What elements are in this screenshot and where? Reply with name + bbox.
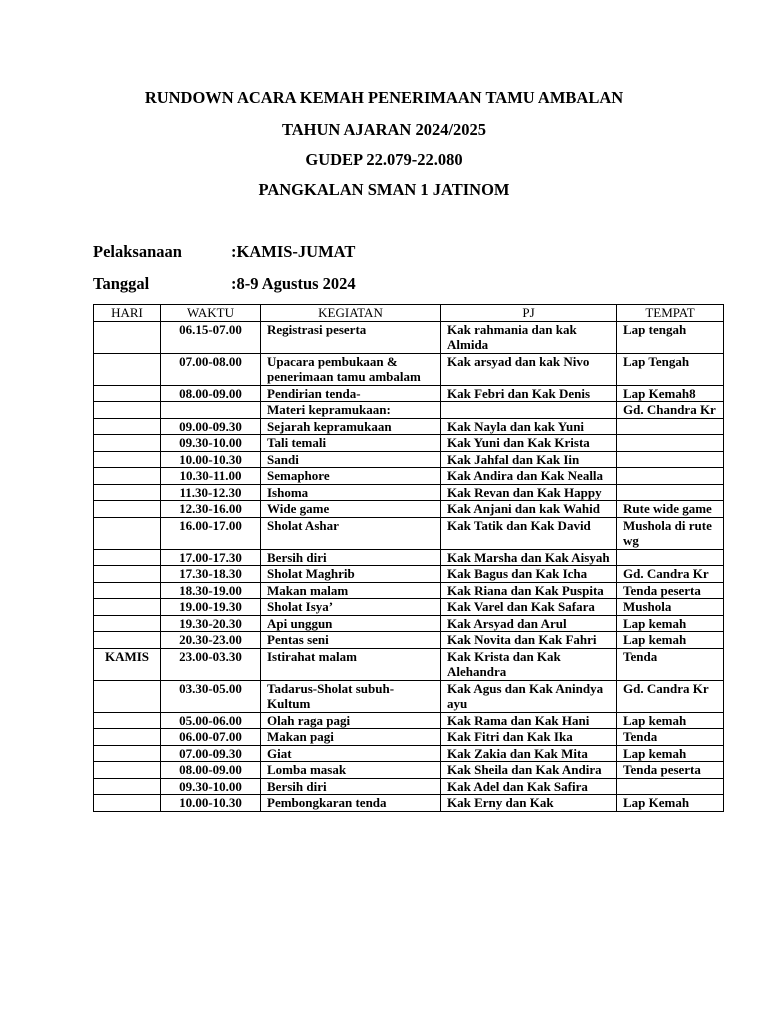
column-header-hari: HARI bbox=[94, 305, 161, 322]
cell-tempat: Lap Kemah bbox=[617, 795, 724, 812]
cell-kegiatan: Tali temali bbox=[261, 435, 441, 452]
cell-waktu: 03.30-05.00 bbox=[161, 680, 261, 712]
cell-waktu: 08.00-09.00 bbox=[161, 762, 261, 779]
cell-pj: Kak Revan dan Kak Happy bbox=[441, 484, 617, 501]
cell-pj: Kak Anjani dan kak Wahid bbox=[441, 501, 617, 518]
table-row bbox=[94, 451, 724, 468]
table-row bbox=[94, 582, 724, 599]
cell-pj: Kak Erny dan Kak bbox=[441, 795, 617, 812]
cell-pj: Kak Yuni dan Kak Krista bbox=[441, 435, 617, 452]
cell-pj: Kak arsyad dan kak Nivo bbox=[441, 353, 617, 385]
column-header-pj: PJ bbox=[441, 305, 617, 322]
cell-kegiatan: Ishoma bbox=[261, 484, 441, 501]
table-row bbox=[94, 321, 724, 353]
cell-hari bbox=[94, 762, 161, 779]
cell-hari bbox=[94, 745, 161, 762]
cell-tempat: Gd. Candra Kr bbox=[617, 680, 724, 712]
table-row bbox=[94, 402, 724, 419]
cell-kegiatan: Bersih diri bbox=[261, 549, 441, 566]
cell-waktu: 11.30-12.30 bbox=[161, 484, 261, 501]
cell-hari bbox=[94, 778, 161, 795]
table-row bbox=[94, 484, 724, 501]
cell-kegiatan: Lomba masak bbox=[261, 762, 441, 779]
cell-tempat: Mushola di rute wg bbox=[617, 517, 724, 549]
cell-waktu: 19.30-20.30 bbox=[161, 615, 261, 632]
table-row bbox=[94, 353, 724, 385]
cell-waktu: 16.00-17.00 bbox=[161, 517, 261, 549]
cell-pj: Kak Novita dan Kak Fahri bbox=[441, 632, 617, 649]
cell-hari bbox=[94, 402, 161, 419]
cell-waktu: 10.00-10.30 bbox=[161, 451, 261, 468]
cell-kegiatan: Registrasi peserta bbox=[261, 321, 441, 353]
cell-kegiatan: Wide game bbox=[261, 501, 441, 518]
cell-hari bbox=[94, 418, 161, 435]
cell-waktu: 23.00-03.30 bbox=[161, 648, 261, 680]
cell-pj: Kak Zakia dan Kak Mita bbox=[441, 745, 617, 762]
cell-hari bbox=[94, 632, 161, 649]
cell-hari bbox=[94, 615, 161, 632]
table-row bbox=[94, 549, 724, 566]
cell-hari bbox=[94, 321, 161, 353]
cell-pj: Kak Nayla dan kak Yuni bbox=[441, 418, 617, 435]
cell-tempat: Lap kemah bbox=[617, 632, 724, 649]
cell-pj: Kak Fitri dan Kak Ika bbox=[441, 729, 617, 746]
cell-kegiatan: Sholat Ashar bbox=[261, 517, 441, 549]
rundown-table bbox=[93, 304, 724, 812]
column-header-tempat: TEMPAT bbox=[617, 305, 724, 322]
title-line-1: RUNDOWN ACARA KEMAH PENERIMAAN TAMU AMBALAN bbox=[144, 88, 624, 107]
cell-hari bbox=[94, 484, 161, 501]
cell-pj: Kak Adel dan Kak Safira bbox=[441, 778, 617, 795]
cell-waktu: 06.15-07.00 bbox=[161, 321, 261, 353]
cell-tempat bbox=[617, 468, 724, 485]
cell-waktu: 20.30-23.00 bbox=[161, 632, 261, 649]
cell-pj: Kak Sheila dan Kak Andira bbox=[441, 762, 617, 779]
cell-hari bbox=[94, 599, 161, 616]
cell-kegiatan: Sejarah kepramukaan bbox=[261, 418, 441, 435]
cell-hari: KAMIS bbox=[94, 648, 161, 680]
cell-waktu: 18.30-19.00 bbox=[161, 582, 261, 599]
cell-tempat: Gd. Candra Kr bbox=[617, 566, 724, 583]
table-row bbox=[94, 648, 724, 680]
cell-pj: Kak Jahfal dan Kak Iin bbox=[441, 451, 617, 468]
table-row bbox=[94, 745, 724, 762]
cell-tempat: Lap Tengah bbox=[617, 353, 724, 385]
table-row bbox=[94, 599, 724, 616]
table-row bbox=[94, 501, 724, 518]
cell-waktu: 12.30-16.00 bbox=[161, 501, 261, 518]
cell-pj bbox=[441, 402, 617, 419]
cell-tempat: Tenda bbox=[617, 729, 724, 746]
cell-hari bbox=[94, 549, 161, 566]
cell-kegiatan: Upacara pembukaan & penerimaan tamu ambalam bbox=[261, 353, 441, 385]
table-row bbox=[94, 632, 724, 649]
cell-pj: Kak Bagus dan Kak Icha bbox=[441, 566, 617, 583]
table-row bbox=[94, 729, 724, 746]
cell-waktu: 19.00-19.30 bbox=[161, 599, 261, 616]
table-row bbox=[94, 762, 724, 779]
cell-waktu: 17.00-17.30 bbox=[161, 549, 261, 566]
cell-waktu: 09.30-10.00 bbox=[161, 435, 261, 452]
cell-tempat bbox=[617, 778, 724, 795]
cell-waktu: 06.00-07.00 bbox=[161, 729, 261, 746]
table-row bbox=[94, 385, 724, 402]
cell-pj: Kak Febri dan Kak Denis bbox=[441, 385, 617, 402]
cell-waktu: 08.00-09.00 bbox=[161, 385, 261, 402]
cell-tempat: Lap kemah bbox=[617, 615, 724, 632]
title-line-2: TAHUN AJARAN 2024/2025 bbox=[281, 120, 487, 139]
table-row bbox=[94, 680, 724, 712]
cell-pj: Kak Varel dan Kak Safara bbox=[441, 599, 617, 616]
cell-hari bbox=[94, 582, 161, 599]
cell-kegiatan: Api unggun bbox=[261, 615, 441, 632]
cell-tempat: Mushola bbox=[617, 599, 724, 616]
cell-waktu: 09.30-10.00 bbox=[161, 778, 261, 795]
table-row bbox=[94, 795, 724, 812]
cell-tempat: Lap Kemah8 bbox=[617, 385, 724, 402]
cell-tempat: Gd. Chandra Kr bbox=[617, 402, 724, 419]
cell-kegiatan: Makan malam bbox=[261, 582, 441, 599]
cell-pj: Kak Riana dan Kak Puspita bbox=[441, 582, 617, 599]
cell-hari bbox=[94, 729, 161, 746]
cell-tempat: Lap tengah bbox=[617, 321, 724, 353]
tanggal-label: Tanggal bbox=[93, 274, 150, 293]
cell-waktu: 09.00-09.30 bbox=[161, 418, 261, 435]
cell-pj: Kak Arsyad dan Arul bbox=[441, 615, 617, 632]
tanggal-value: :8-9 Agustus 2024 bbox=[231, 274, 356, 293]
title-line-4: PANGKALAN SMAN 1 JATINOM bbox=[258, 180, 510, 199]
cell-kegiatan: Pendirian tenda- bbox=[261, 385, 441, 402]
cell-hari bbox=[94, 353, 161, 385]
cell-waktu: 10.00-10.30 bbox=[161, 795, 261, 812]
table-row bbox=[94, 517, 724, 549]
cell-hari bbox=[94, 385, 161, 402]
table-row bbox=[94, 418, 724, 435]
cell-kegiatan: Sholat Maghrib bbox=[261, 566, 441, 583]
cell-tempat: Tenda peserta bbox=[617, 762, 724, 779]
cell-kegiatan: Sholat Isya’ bbox=[261, 599, 441, 616]
cell-tempat: Rute wide game bbox=[617, 501, 724, 518]
cell-tempat: Tenda bbox=[617, 648, 724, 680]
cell-waktu: 17.30-18.30 bbox=[161, 566, 261, 583]
cell-hari bbox=[94, 468, 161, 485]
table-row bbox=[94, 468, 724, 485]
cell-kegiatan: Bersih diri bbox=[261, 778, 441, 795]
cell-hari bbox=[94, 680, 161, 712]
pelaksanaan-label: Pelaksanaan bbox=[93, 242, 182, 261]
table-row bbox=[94, 778, 724, 795]
cell-pj: Kak Krista dan Kak Alehandra bbox=[441, 648, 617, 680]
cell-waktu bbox=[161, 402, 261, 419]
cell-kegiatan: Pembongkaran tenda bbox=[261, 795, 441, 812]
cell-pj: Kak Agus dan Kak Anindya ayu bbox=[441, 680, 617, 712]
table-row bbox=[94, 615, 724, 632]
cell-hari bbox=[94, 566, 161, 583]
cell-pj: Kak Andira dan Kak Nealla bbox=[441, 468, 617, 485]
meta-pelaksanaan bbox=[93, 242, 355, 262]
cell-pj: Kak rahmania dan kak Almida bbox=[441, 321, 617, 353]
cell-hari bbox=[94, 517, 161, 549]
cell-kegiatan: Sandi bbox=[261, 451, 441, 468]
cell-tempat: Tenda peserta bbox=[617, 582, 724, 599]
cell-tempat bbox=[617, 484, 724, 501]
cell-tempat bbox=[617, 451, 724, 468]
cell-waktu: 05.00-06.00 bbox=[161, 712, 261, 729]
title-line-3: GUDEP 22.079-22.080 bbox=[305, 150, 463, 169]
cell-kegiatan: Istirahat malam bbox=[261, 648, 441, 680]
cell-pj: Kak Rama dan Kak Hani bbox=[441, 712, 617, 729]
table-row bbox=[94, 435, 724, 452]
table-row bbox=[94, 566, 724, 583]
cell-waktu: 07.00-08.00 bbox=[161, 353, 261, 385]
table-row bbox=[94, 712, 724, 729]
cell-hari bbox=[94, 451, 161, 468]
cell-pj: Kak Marsha dan Kak Aisyah bbox=[441, 549, 617, 566]
cell-kegiatan: Materi kepramukaan: bbox=[261, 402, 441, 419]
column-header-waktu: WAKTU bbox=[161, 305, 261, 322]
pelaksanaan-value: :KAMIS-JUMAT bbox=[231, 242, 356, 261]
cell-waktu: 10.30-11.00 bbox=[161, 468, 261, 485]
table-header-row bbox=[94, 305, 724, 322]
cell-hari bbox=[94, 501, 161, 518]
cell-tempat bbox=[617, 549, 724, 566]
meta-tanggal bbox=[93, 274, 356, 294]
cell-hari bbox=[94, 795, 161, 812]
cell-kegiatan: Semaphore bbox=[261, 468, 441, 485]
cell-hari bbox=[94, 435, 161, 452]
cell-hari bbox=[94, 712, 161, 729]
cell-kegiatan: Giat bbox=[261, 745, 441, 762]
cell-pj: Kak Tatik dan Kak David bbox=[441, 517, 617, 549]
cell-tempat bbox=[617, 418, 724, 435]
cell-tempat: Lap kemah bbox=[617, 712, 724, 729]
column-header-kegiatan: KEGIATAN bbox=[261, 305, 441, 322]
cell-tempat: Lap kemah bbox=[617, 745, 724, 762]
cell-waktu: 07.00-09.30 bbox=[161, 745, 261, 762]
cell-kegiatan: Pentas seni bbox=[261, 632, 441, 649]
cell-tempat bbox=[617, 435, 724, 452]
cell-kegiatan: Makan pagi bbox=[261, 729, 441, 746]
cell-kegiatan: Tadarus-Sholat subuh-Kultum bbox=[261, 680, 441, 712]
cell-kegiatan: Olah raga pagi bbox=[261, 712, 441, 729]
